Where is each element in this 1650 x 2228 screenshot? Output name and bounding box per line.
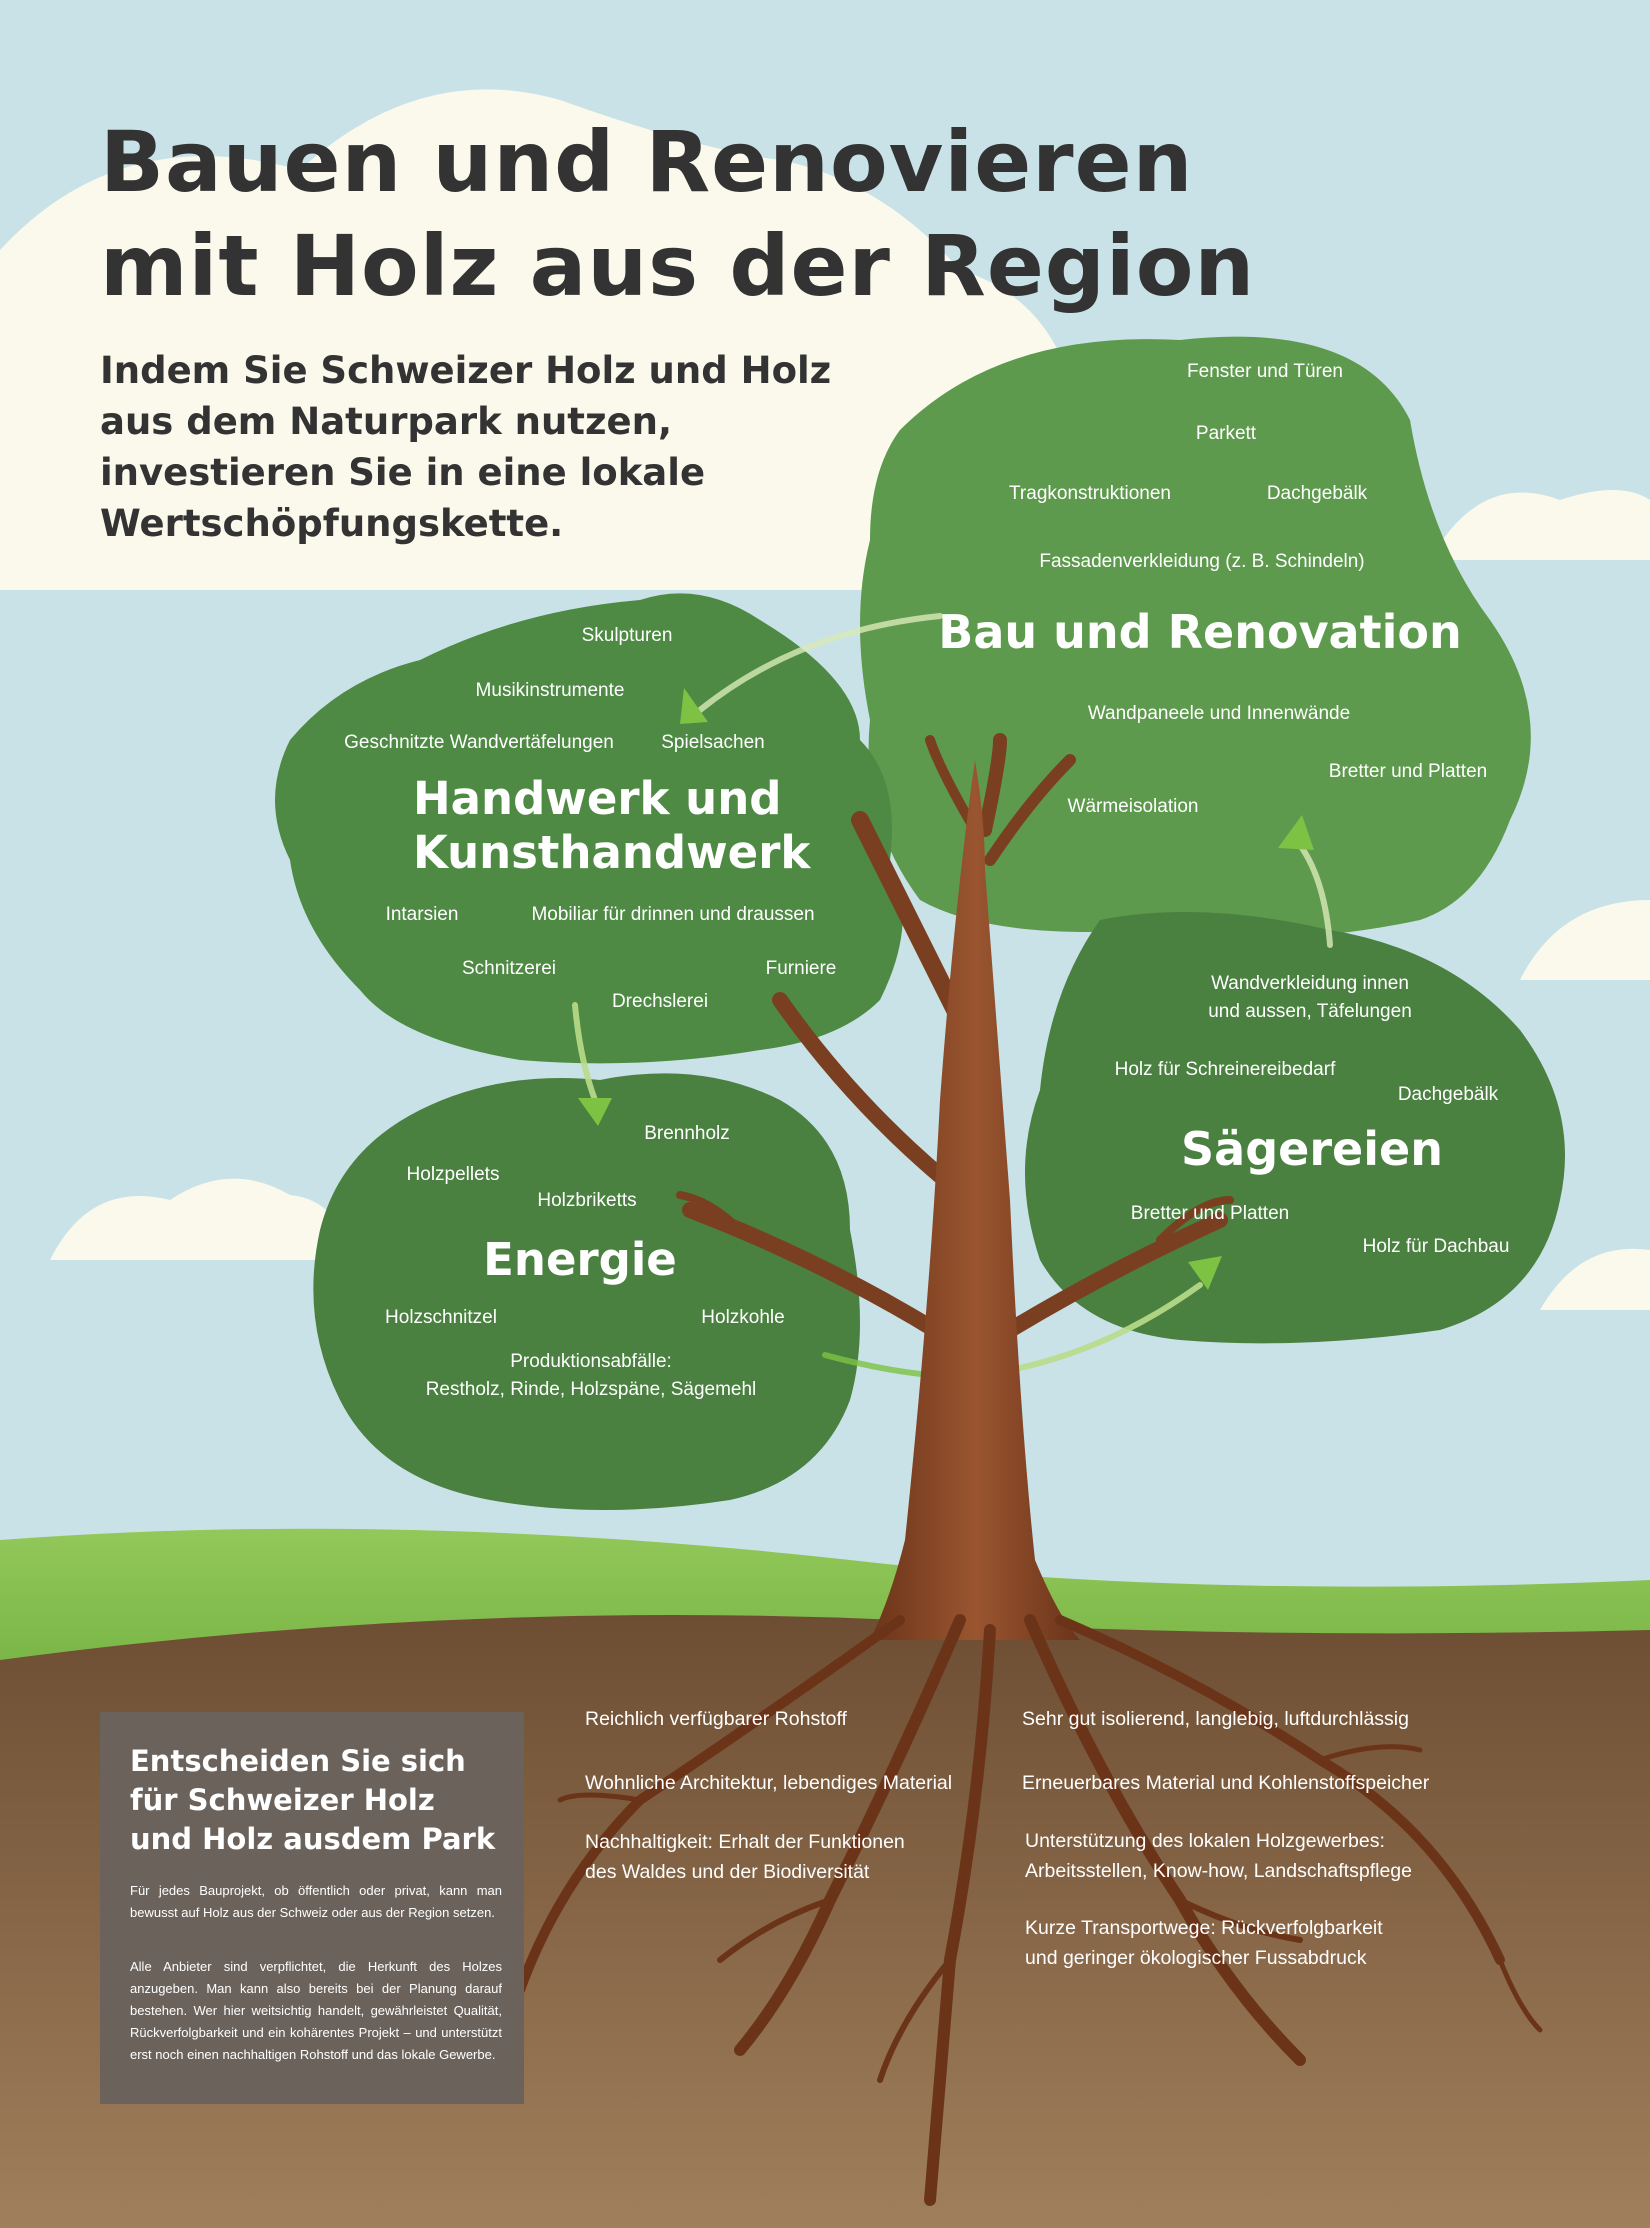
page-subtitle <box>100 345 900 549</box>
canopy-energie <box>313 1073 860 1510</box>
intro-line3: investieren Sie in eine lokale <box>100 451 706 494</box>
handwerk-item: Skulpturen <box>581 625 673 646</box>
benefit-left: Wohnliche Architektur, lebendiges Material <box>585 1772 953 1794</box>
bau-item: Fassadenverkleidung (z. B. Schindeln) <box>1039 551 1365 572</box>
saege-item: Holz für Schreinereibedarf <box>1114 1059 1336 1080</box>
bau-item: Bretter und Platten <box>1328 761 1488 782</box>
energie-item: Holzpellets <box>406 1164 500 1185</box>
handwerk-item: Drechslerei <box>611 991 709 1012</box>
handwerk-item: Spielsachen <box>661 732 765 753</box>
bau-item: Dachgebälk <box>1266 483 1368 504</box>
energie-item: Holzkohle <box>701 1307 785 1328</box>
benefit-right: Kurze Transportwege: Rückverfolgbarkeit <box>1025 1917 1383 1939</box>
energie-item: Produktionsabfälle: <box>510 1351 672 1372</box>
saege-item: und aussen, Täfelungen <box>1208 1001 1412 1022</box>
saege-item: Dachgebälk <box>1397 1084 1499 1105</box>
energie-item: Restholz, Rinde, Holzspäne, Sägemehl <box>425 1379 757 1400</box>
benefit-right: Sehr gut isolierend, langlebig, luftdurchlässig <box>1022 1708 1409 1730</box>
benefit-left: des Waldes und der Biodiversität <box>585 1861 870 1883</box>
handwerk-item: Furniere <box>765 958 837 979</box>
info-title-line2: für Schweizer Holz <box>130 1783 435 1817</box>
handwerk-title <box>413 772 810 880</box>
info-paragraph-1: Für jedes Bauprojekt, ob öffentlich oder privat, kann man bewusst auf Holz aus der Schweiz oder aus der Region setzen. <box>130 1883 502 1920</box>
title-line1: Bauen und Renovieren <box>100 113 1194 211</box>
handwerk-item: Mobiliar für drinnen und draussen <box>531 904 815 925</box>
info-title-line3: und Holz ausdem Park <box>130 1822 496 1856</box>
bau-item: Wandpaneele und Innenwände <box>1087 703 1351 724</box>
saege-item: Holz für Dachbau <box>1362 1236 1510 1257</box>
handwerk-item: Schnitzerei <box>462 958 556 979</box>
benefit-left: Reichlich verfügbarer Rohstoff <box>585 1708 847 1730</box>
info-box <box>100 1712 524 2104</box>
bau-item: Fenster und Türen <box>1187 361 1343 382</box>
page-title <box>100 110 1255 318</box>
energie-item: Brennholz <box>644 1123 730 1144</box>
bau-title: Bau und Renovation <box>938 605 1462 659</box>
benefit-right: Arbeitsstellen, Know-how, Landschaftspflege <box>1025 1860 1412 1882</box>
saege-item: Bretter und Platten <box>1130 1203 1290 1224</box>
benefit-right: Erneuerbares Material und Kohlenstoffspeicher <box>1022 1772 1430 1794</box>
info-box-title <box>130 1742 510 1859</box>
info-title-line1: Entscheiden Sie sich <box>130 1744 466 1778</box>
energie-item: Holzschnitzel <box>385 1307 497 1328</box>
benefit-right: Unterstützung des lokalen Holzgewerbes: <box>1025 1830 1385 1852</box>
saege-item: Wandverkleidung innen <box>1211 973 1409 994</box>
intro-line2: aus dem Naturpark nutzen, <box>100 400 673 443</box>
bau-item: Tragkonstruktionen <box>1009 483 1171 504</box>
saege-title: Sägereien <box>1181 1122 1443 1176</box>
intro-line4: Wertschöpfungskette. <box>100 502 564 545</box>
benefit-right: und geringer ökologischer Fussabdruck <box>1025 1947 1367 1969</box>
info-paragraph-2: Alle Anbieter sind verpflichtet, die Herkunft des Holzes anzugeben. Man kann also bereits bei der Planung darauf bestehen. Wer hier weitsichtig handelt, gewährleistet Qualität, Rückverfolgbarkeit und ein kohärentes Projekt – und unterstützt erst noch einen nachhaltigen Rohstoff und das lokale Gewerbe. <box>130 1959 502 2062</box>
handwerk-title-line2: Kunsthandwerk <box>413 826 811 879</box>
handwerk-item: Intarsien <box>385 904 459 925</box>
intro-line1: Indem Sie Schweizer Holz und Holz <box>100 349 832 392</box>
title-line2: mit Holz aus der Region <box>100 217 1256 315</box>
bau-item: Parkett <box>1195 423 1257 444</box>
benefit-left: Nachhaltigkeit: Erhalt der Funktionen <box>585 1831 905 1853</box>
handwerk-item: Geschnitzte Wandvertäfelungen <box>344 732 614 753</box>
energie-title: Energie <box>483 1233 677 1286</box>
bau-item: Wärmeisolation <box>1067 796 1199 817</box>
energie-item: Holzbriketts <box>537 1190 637 1211</box>
handwerk-title-line1: Handwerk und <box>413 772 782 825</box>
handwerk-item: Musikinstrumente <box>475 680 625 701</box>
